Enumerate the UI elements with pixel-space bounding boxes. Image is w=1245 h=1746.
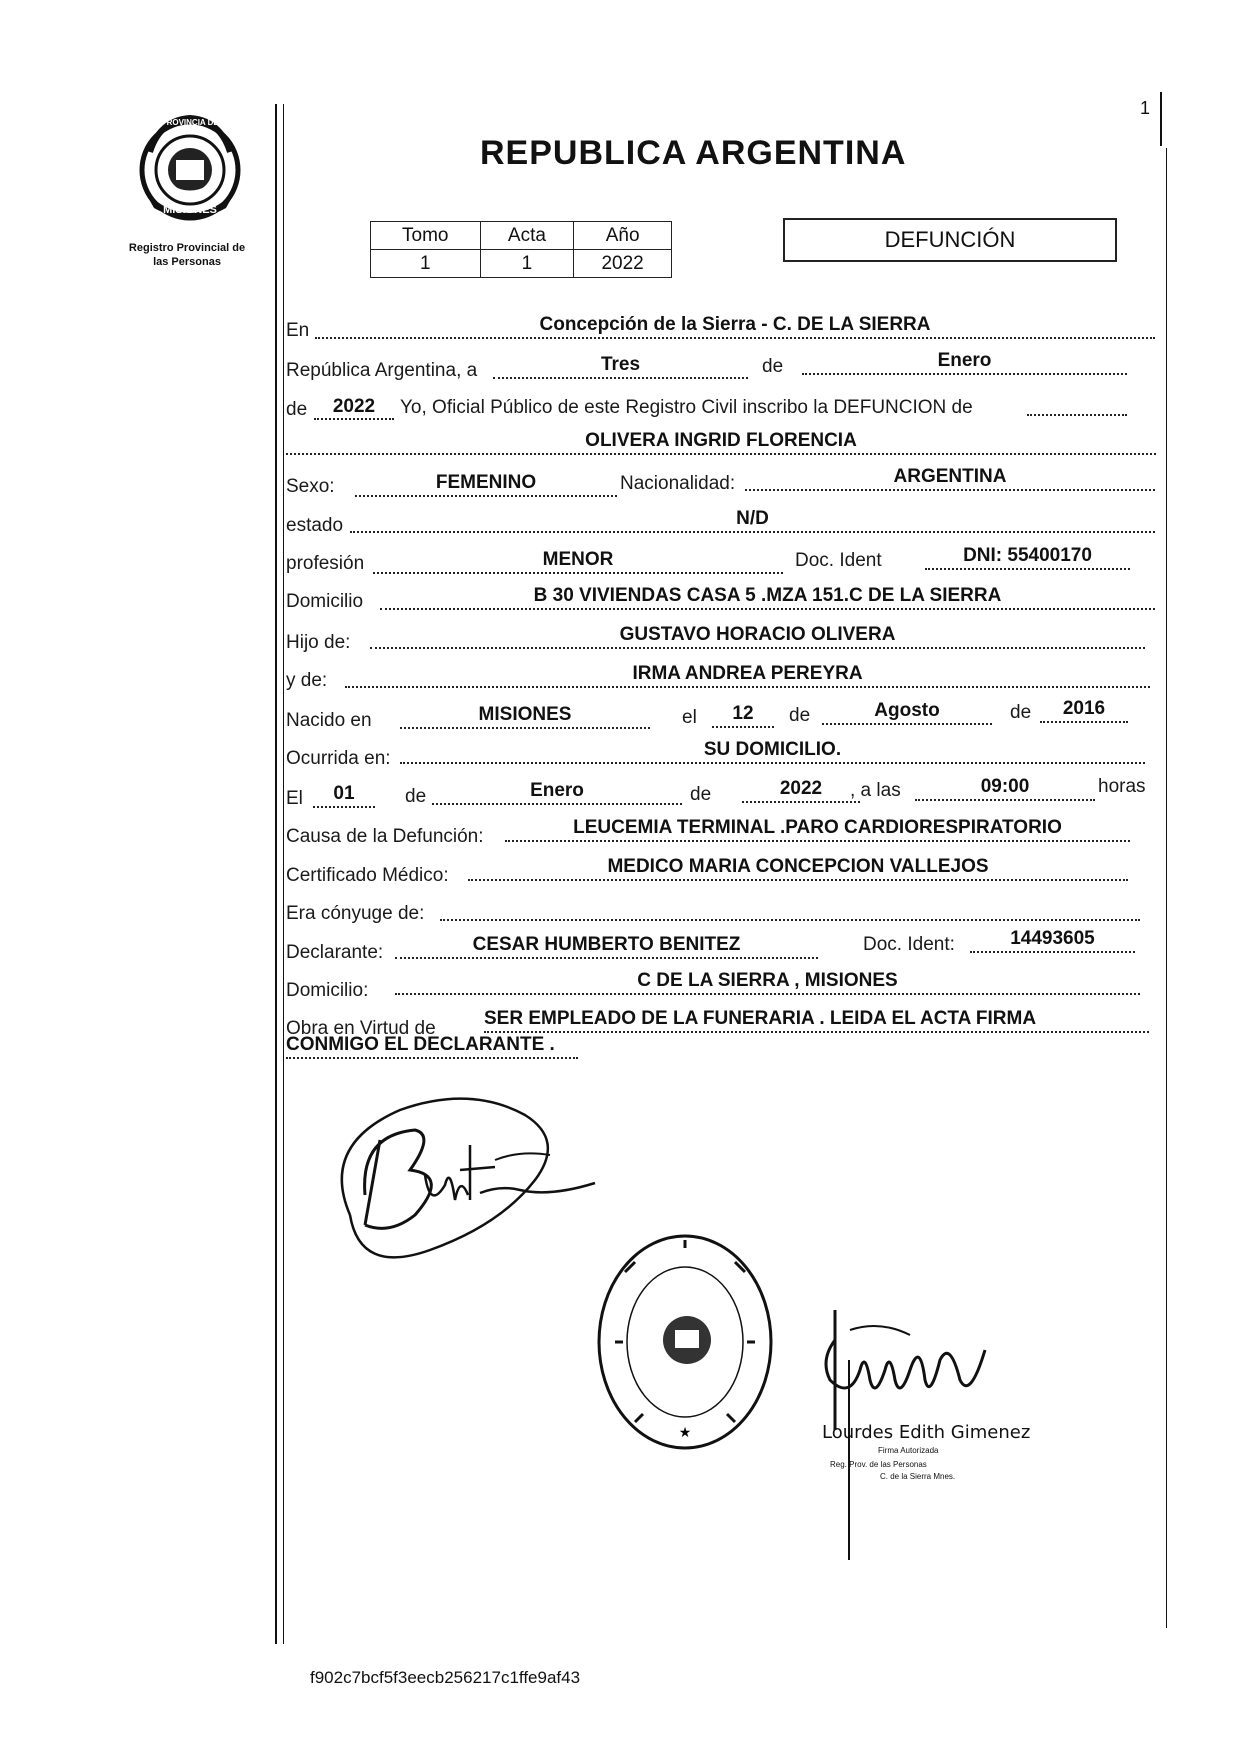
de6-label: de: [690, 784, 712, 805]
dotted-line: [286, 453, 1156, 455]
domicilio2-label: Domicilio:: [286, 980, 369, 1001]
svg-text:★: ★: [678, 1425, 692, 1441]
death-day: 01: [333, 783, 355, 804]
obra-line-2: CONMIGO EL DECLARANTE .: [286, 1034, 555, 1055]
nacido-label: Nacido en: [286, 710, 372, 731]
page-number: 1: [1140, 98, 1151, 118]
de3-label: de: [789, 705, 811, 726]
alas-label: , a las: [850, 780, 901, 801]
dotted-line: [350, 531, 1155, 533]
value-tomo: 1: [371, 250, 481, 278]
de2-label: de: [286, 399, 308, 420]
dotted-line: [1027, 414, 1127, 416]
inscribo-text: Yo, Oficial Público de este Registro Civil inscribo la DEFUNCION de: [400, 397, 973, 418]
dotted-line: [373, 572, 783, 574]
estado-label: estado: [286, 515, 344, 536]
estado-value: N/D: [736, 508, 769, 529]
republica-label: República Argentina, a: [286, 360, 478, 381]
profesion-label: profesión: [286, 553, 365, 574]
en-value: Concepción de la Sierra - C. DE LA SIERRA: [539, 314, 931, 335]
dotted-line: [745, 489, 1155, 491]
el-label: el: [682, 707, 697, 728]
dotted-line: [915, 799, 1095, 801]
yde-label: y de:: [286, 670, 328, 691]
profesion-value: MENOR: [542, 549, 614, 570]
official-name: Lourdes Edith Gimenez: [822, 1422, 1031, 1443]
seal-banner-text: MISIONES: [163, 204, 217, 216]
declarante-value: CESAR HUMBERTO BENITEZ: [472, 934, 741, 955]
seal-caption-1: Registro Provincial de: [128, 242, 246, 254]
certificado-value: MEDICO MARIA CONCEPCION VALLEJOS: [607, 856, 989, 877]
dotted-line: [395, 993, 1140, 995]
causa-label: Causa de la Defunción:: [286, 826, 484, 847]
margin-line-left-inner: [283, 104, 284, 1644]
dotted-line: [505, 840, 1130, 842]
margin-line-right: [1166, 148, 1167, 1628]
birth-month: Agosto: [874, 700, 940, 721]
hijo-label: Hijo de:: [286, 632, 351, 653]
nacionalidad-value: ARGENTINA: [893, 466, 1007, 487]
dotted-line: [315, 337, 1155, 339]
nacionalidad-label: Nacionalidad:: [620, 473, 736, 494]
dotted-line: [286, 1057, 578, 1059]
dotted-line: [370, 647, 1145, 649]
ocurrida-value: SU DOMICILIO.: [703, 739, 842, 760]
dotted-line: [925, 568, 1130, 570]
dotted-line: [468, 879, 1128, 881]
domicilio-label: Domicilio: [286, 591, 364, 612]
header-acta: Acta: [480, 222, 574, 250]
header-anio: Año: [574, 222, 672, 250]
causa-value: LEUCEMIA TERMINAL .PARO CARDIORESPIRATORIO: [573, 817, 1062, 838]
dotted-line: [400, 762, 1145, 764]
doc2-value: 14493605: [1010, 928, 1095, 949]
conyuge-label: Era cónyuge de:: [286, 903, 425, 924]
year-value: 2022: [332, 396, 376, 417]
dotted-line: [313, 806, 375, 808]
dotted-line: [822, 723, 992, 725]
dotted-line: [742, 801, 860, 803]
registry-stamp: [595, 1232, 775, 1452]
birth-day: 12: [732, 703, 754, 724]
obra-line-1: SER EMPLEADO DE LA FUNERARIA . LEIDA EL ACTA FIRMA: [484, 1008, 1037, 1029]
dotted-line: [400, 727, 650, 729]
dotted-line: [970, 951, 1135, 953]
dotted-line: [314, 418, 394, 420]
death-time: 09:00: [980, 776, 1030, 797]
day-word: Tres: [600, 354, 641, 375]
death-month: Enero: [530, 780, 584, 801]
dotted-line: [355, 495, 617, 497]
doc-value: DNI: 55400170: [963, 545, 1092, 566]
ocurrida-label: Ocurrida en:: [286, 748, 391, 769]
doc2-label: Doc. Ident:: [863, 934, 955, 955]
full-name: OLIVERA INGRID FLORENCIA: [585, 430, 857, 451]
hijo-value: GUSTAVO HORACIO OLIVERA: [619, 624, 896, 645]
dotted-line: [432, 803, 682, 805]
declarante-label: Declarante:: [286, 942, 384, 963]
declarant-signature: [320, 1075, 600, 1275]
birth-year: 2016: [1062, 698, 1106, 719]
nacido-value: MISIONES: [478, 704, 572, 725]
value-anio: 2022: [574, 250, 672, 278]
el2-label: El: [286, 788, 303, 809]
dotted-line: [802, 373, 1127, 375]
record-table: [370, 221, 672, 278]
doc-type-box: DEFUNCIÓN: [783, 218, 1117, 262]
dotted-line: [345, 686, 1150, 688]
value-acta: 1: [480, 250, 574, 278]
header-tomo: Tomo: [371, 222, 481, 250]
seal-ring-text: PROVINCIA DE: [161, 118, 219, 127]
de-label: de: [762, 356, 784, 377]
margin-line-left: [275, 104, 277, 1644]
official-line-3: Reg. Prov. de las Personas: [830, 1460, 927, 1469]
dotted-line: [440, 919, 1140, 921]
month-word: Enero: [937, 350, 992, 371]
yde-value: IRMA ANDREA PEREYRA: [632, 663, 863, 684]
official-line-4: C. de la Sierra Mnes.: [880, 1472, 956, 1481]
dotted-line: [493, 377, 748, 379]
footer-hash: f902c7bcf5f3eecb256217c1ffe9af43: [310, 1668, 581, 1687]
horas-label: horas: [1098, 776, 1146, 797]
de5-label: de: [405, 786, 427, 807]
sexo-label: Sexo:: [286, 476, 335, 497]
de4-label: de: [1010, 702, 1032, 723]
page-title: REPUBLICA ARGENTINA: [480, 134, 907, 172]
certificado-label: Certificado Médico:: [286, 865, 449, 886]
death-year: 2022: [779, 778, 823, 799]
dotted-line: [484, 1031, 1149, 1033]
dotted-line: [1040, 721, 1128, 723]
seal-caption-2: las Personas: [153, 256, 221, 268]
dotted-line: [712, 726, 774, 728]
dotted-line: [380, 608, 1155, 610]
official-title: Firma Autorizada: [878, 1446, 939, 1455]
sexo-value: FEMENINO: [435, 472, 537, 493]
obra-label: Obra en Virtud de: [286, 1018, 436, 1039]
en-label: En: [286, 320, 310, 341]
domicilio2-value: C DE LA SIERRA , MISIONES: [637, 970, 898, 991]
doc-label: Doc. Ident: [795, 550, 882, 571]
domicilio-value: B 30 VIVIENDAS CASA 5 .MZA 151.C DE LA SIERRA: [533, 585, 1002, 606]
dotted-line: [395, 957, 818, 959]
page-corner-line: [1160, 92, 1162, 146]
